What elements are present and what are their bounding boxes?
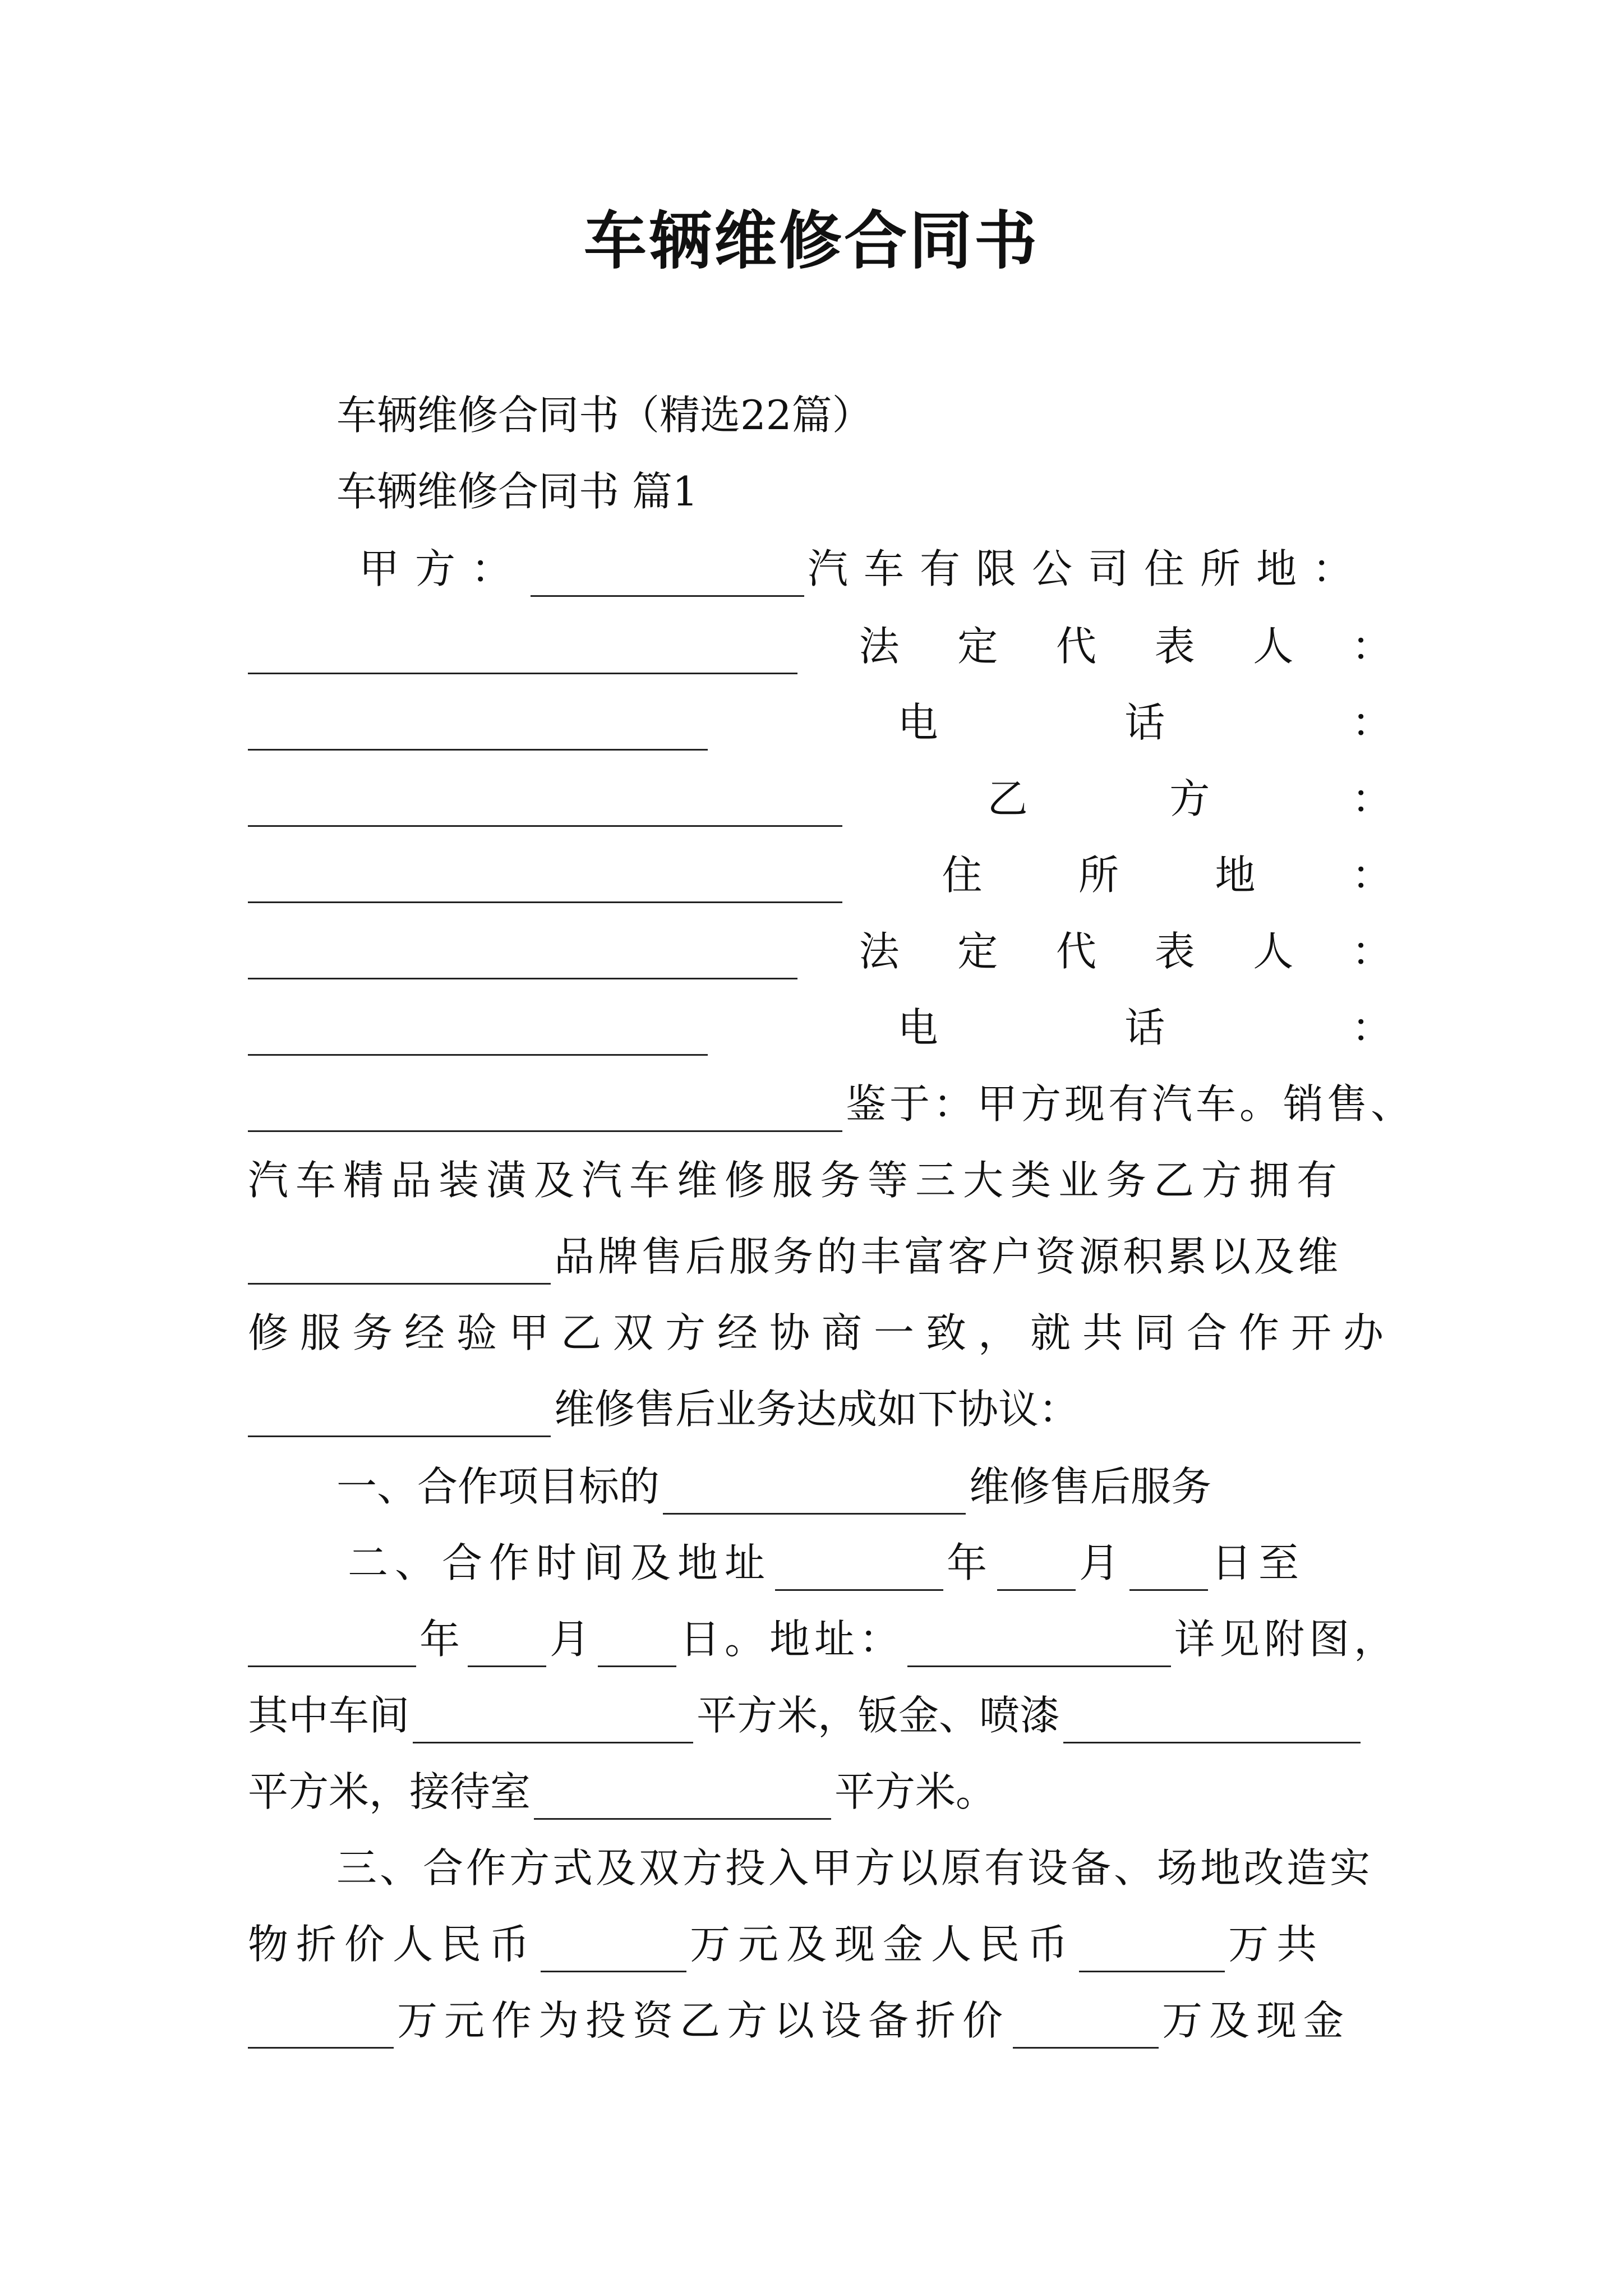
phone-char: 电 xyxy=(897,1004,938,1051)
cash-value-blank[interactable] xyxy=(1079,1925,1225,1972)
party-a-line xyxy=(359,541,1368,597)
legal-rep-char: 代 xyxy=(1055,928,1096,975)
equipment-value-blank[interactable] xyxy=(541,1925,686,1972)
section-3-line2 xyxy=(248,1916,1392,1972)
address-blank[interactable] xyxy=(907,1619,1171,1667)
party-b-blank[interactable] xyxy=(248,855,842,903)
address-a-blank[interactable] xyxy=(248,627,797,674)
legal-rep-line-a xyxy=(248,618,1392,674)
see-map-text: 详见附图， xyxy=(1174,1616,1399,1663)
business-blank[interactable] xyxy=(248,1389,551,1437)
address-b-blank[interactable] xyxy=(248,932,797,979)
party-a-blank[interactable] xyxy=(531,549,804,597)
b-equipment-blank[interactable] xyxy=(1013,2001,1159,2049)
para1-line3 xyxy=(248,1228,1392,1285)
total-label: 万共 xyxy=(1228,1921,1325,1968)
legal-rep-char: ： xyxy=(1351,623,1392,670)
phone-char: 话 xyxy=(1124,1004,1165,1051)
day-to-unit: 日至 xyxy=(1211,1539,1306,1586)
phone-b-blank[interactable] xyxy=(248,1084,842,1132)
start-year-blank[interactable] xyxy=(775,1543,943,1591)
legal-rep-char: 定 xyxy=(957,623,998,670)
sheet-paint-label: 平方米，钣金、喷漆 xyxy=(697,1692,1061,1739)
legal-rep-char: 人 xyxy=(1253,623,1294,670)
phone-line-a xyxy=(248,694,1392,751)
legal-rep-char: 法 xyxy=(859,623,900,670)
start-month-blank[interactable] xyxy=(997,1543,1076,1591)
legal-rep-char: 表 xyxy=(1154,623,1195,670)
section-3-line1: 三、合作方式及双方投入甲方以原有设备、场地改造实 xyxy=(336,1844,1373,1892)
phone-line-b xyxy=(248,1000,1392,1056)
brand-blank[interactable] xyxy=(248,1237,551,1285)
month-unit: 月 xyxy=(550,1616,595,1663)
legal-rep-char: ： xyxy=(1351,928,1392,975)
cash-label: 万元及现金人民币 xyxy=(690,1921,1076,1968)
phone-a-blank[interactable] xyxy=(248,779,842,827)
para1-line3-text: 品牌售后服务的丰富客户资源积累以及维 xyxy=(554,1233,1342,1280)
year-unit: 年 xyxy=(419,1616,465,1663)
party-b-line xyxy=(248,771,1392,827)
rmb-label: 物折价人民币 xyxy=(248,1921,538,1968)
year-unit: 年 xyxy=(947,1539,994,1586)
reception-area-blank[interactable] xyxy=(534,1772,831,1820)
end-month-blank[interactable] xyxy=(468,1619,546,1667)
phone-char: 话 xyxy=(1124,699,1165,746)
legal-rep-a-blank[interactable] xyxy=(248,703,708,751)
section-3-line3 xyxy=(248,1993,1392,2049)
address-char: 地 xyxy=(1215,852,1256,899)
phone-char: 电 xyxy=(897,699,938,746)
section-2-line3 xyxy=(248,1687,1392,1743)
address-char: 所 xyxy=(1078,852,1119,899)
end-day-blank[interactable] xyxy=(598,1619,676,1667)
section-1-tail: 维修售后服务 xyxy=(969,1463,1212,1510)
para1-line4: 修服务经验甲乙双方经协商一致，就共同合作开办 xyxy=(248,1309,1396,1356)
party-b-char: 方 xyxy=(1169,775,1210,822)
section-2-line2 xyxy=(248,1611,1399,1667)
workshop-area-blank[interactable] xyxy=(413,1696,693,1743)
project-blank[interactable] xyxy=(663,1467,966,1515)
para1-line5-text: 维修售后业务达成如下协议： xyxy=(554,1386,1080,1433)
day-address-label: 日。地址： xyxy=(680,1616,905,1663)
document-subtitle: 车辆维修合同书（精选22篇） xyxy=(336,392,873,439)
investment-label: 万元作为投资乙方以设备折价 xyxy=(397,1997,1010,2044)
legal-rep-char: 表 xyxy=(1154,928,1195,975)
b-cash-label: 万及现金 xyxy=(1162,1997,1351,2044)
para1-line2: 汽车精品装潢及汽车维修服务等三大类业务乙方拥有 xyxy=(248,1157,1345,1204)
chapter-heading: 车辆维修合同书 篇1 xyxy=(336,468,698,515)
phone-char: ： xyxy=(1351,1004,1392,1051)
section-2-label: 二、合作时间及地址 xyxy=(348,1539,772,1586)
address-line-b xyxy=(248,847,1392,903)
document-title: 车辆维修合同书 xyxy=(584,205,1039,278)
party-b-char: ： xyxy=(1351,775,1392,822)
legal-rep-char: 定 xyxy=(957,928,998,975)
whereas-text: 鉴于：甲方现有汽车。销售、 xyxy=(846,1080,1415,1128)
section-2-line1 xyxy=(348,1535,1492,1591)
party-a-label: 甲方： xyxy=(359,545,528,592)
address-char: ： xyxy=(1351,852,1392,899)
phone-char: ： xyxy=(1351,699,1392,746)
legal-rep-b-blank[interactable] xyxy=(248,1008,708,1056)
reception-label: 平方米，接待室 xyxy=(248,1768,531,1815)
whereas-line xyxy=(248,1076,1426,1132)
legal-rep-char: 人 xyxy=(1253,928,1294,975)
para1-line5 xyxy=(248,1381,1392,1437)
sheet-paint-area-blank[interactable] xyxy=(1063,1696,1361,1743)
section-1-label: 一、合作项目标的 xyxy=(336,1463,660,1510)
section-2-line4 xyxy=(248,1764,1392,1820)
legal-rep-char: 代 xyxy=(1055,623,1096,670)
party-b-char: 乙 xyxy=(987,775,1028,822)
month-unit: 月 xyxy=(1079,1539,1127,1586)
section-1 xyxy=(336,1458,1481,1515)
company-address-label: 汽车有限公司住所地： xyxy=(807,545,1368,592)
start-day-blank[interactable] xyxy=(1129,1543,1208,1591)
sqm-end-text: 平方米。 xyxy=(834,1768,997,1815)
total-value-blank[interactable] xyxy=(248,2001,394,2049)
address-char: 住 xyxy=(942,852,983,899)
legal-rep-char: 法 xyxy=(859,928,900,975)
legal-rep-line-b xyxy=(248,923,1392,979)
end-year-blank[interactable] xyxy=(248,1619,416,1667)
workshop-label: 其中车间 xyxy=(248,1692,410,1739)
